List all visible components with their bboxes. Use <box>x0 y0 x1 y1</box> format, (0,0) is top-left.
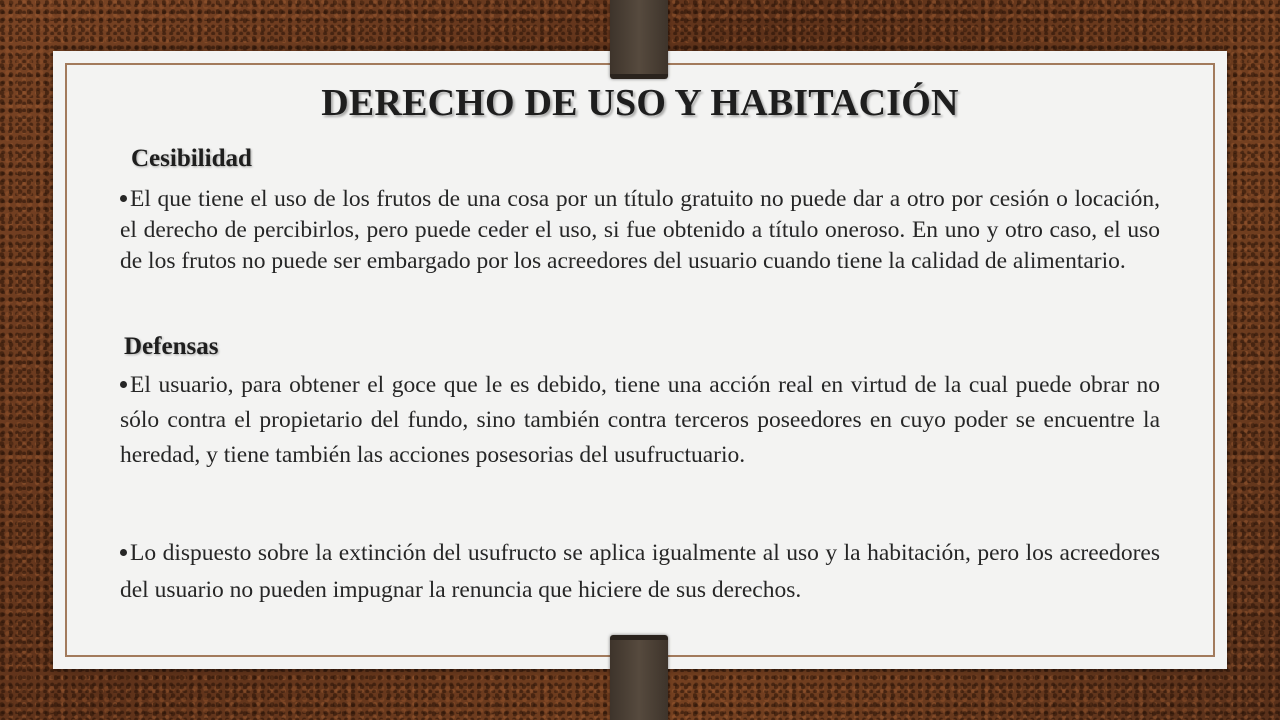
bullet-icon <box>120 381 127 388</box>
paragraph-text: El usuario, para obtener el goce que le es debido, tiene una acción real en virtud de la cual puede obrar no sólo contra el propietario del fundo, sino también contra terceros poseedores en cuyo poder se encuentre la heredad, y tiene también las acciones posesorias del usufructuario. <box>120 372 1160 468</box>
section-heading-cesibilidad: Cesibilidad <box>131 145 252 172</box>
paragraph-defensas-1 <box>120 368 1160 473</box>
bullet-icon <box>120 195 127 202</box>
paragraph-text: El que tiene el uso de los frutos de una cosa por un título gratuito no puede dar a otro por cesión o locación, el derecho de percibirlos, pero puede ceder el uso, si fue obtenido a título oneroso. En uno y otro caso, el uso de los frutos no puede ser embargado por los acreedores del usuario cuando tiene la calidad de alimentario. <box>120 186 1160 274</box>
slide-card <box>53 51 1227 669</box>
paragraph-text: Lo dispuesto sobre la extinción del usufructo se aplica igualmente al uso y la habitación, pero los acreedores del usuario no pueden impugnar la renuncia que hiciere de sus derechos. <box>120 540 1160 603</box>
top-strap-decoration <box>610 0 668 79</box>
paragraph-cesibilidad <box>120 184 1160 277</box>
bullet-icon <box>120 549 127 556</box>
bottom-strap-decoration <box>610 635 668 720</box>
slide-title: DERECHO DE USO Y HABITACIÓN <box>321 82 959 124</box>
section-heading-defensas: Defensas <box>124 333 219 360</box>
paragraph-defensas-2 <box>120 535 1160 609</box>
